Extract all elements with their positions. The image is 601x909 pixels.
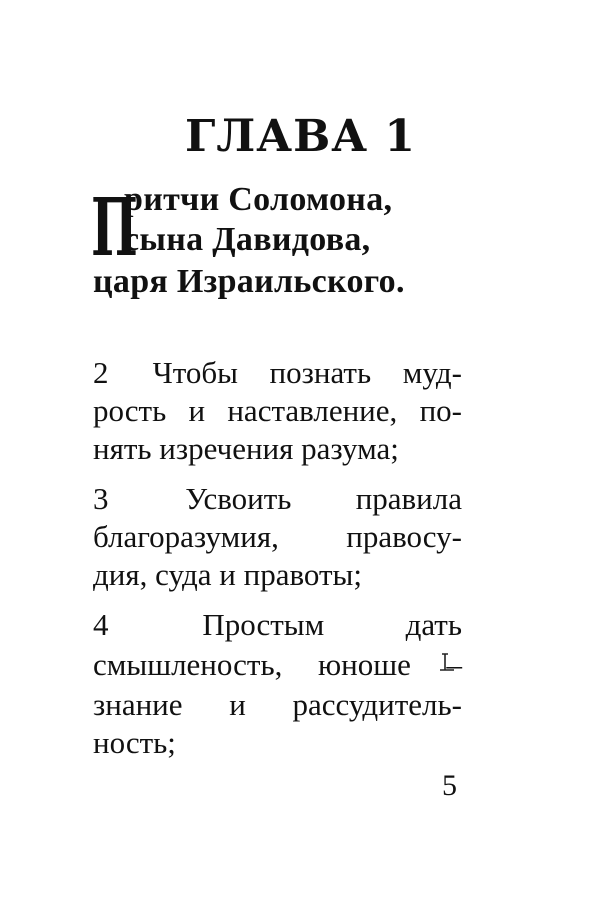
verse-word: нять изречения разума;: [93, 431, 399, 466]
verse-word: и: [229, 687, 246, 722]
verse-2-line-2: [93, 393, 462, 429]
verse-word: Чтобы: [152, 355, 238, 390]
verse-word: познать: [269, 355, 372, 390]
verse-word: смышленость,: [93, 647, 283, 682]
page-number: 5: [442, 769, 457, 802]
verse-word: по-: [419, 393, 462, 428]
intro-line-1: ритчи Соломона,: [124, 181, 393, 218]
verse-3-line-1: [93, 481, 462, 517]
verse-word: муд-: [402, 355, 462, 390]
intro-line-2: сына Давидова,: [124, 221, 371, 258]
verse-word: рассудитель-: [292, 687, 462, 722]
verse-number: 3: [93, 481, 109, 516]
verse-2-line-1: [93, 355, 462, 391]
verse-word: правила: [355, 481, 462, 516]
verse-word: ность;: [93, 725, 176, 760]
verse-3-line-3: [93, 557, 462, 593]
verse-word: дать: [405, 607, 462, 642]
verse-4-line-3: [93, 687, 462, 723]
verse-4-line-4: [93, 725, 462, 761]
verse-number: 4: [93, 607, 109, 642]
verse-4-line-2: [93, 647, 462, 683]
text-cursor-icon: [438, 652, 456, 674]
verse-3-line-2: [93, 519, 462, 555]
verse-word: благоразумия,: [93, 519, 279, 554]
verse-word: Усвоить: [185, 481, 292, 516]
verse-word: –: [446, 647, 462, 682]
verse-word: знание: [93, 687, 183, 722]
verse-2-line-3: [93, 431, 462, 467]
intro-line-3: царя Израильского.: [93, 263, 405, 300]
chapter-title: ГЛАВА 1: [184, 111, 417, 162]
verse-word: рость: [93, 393, 167, 428]
verse-word: наставление,: [227, 393, 398, 428]
verse-word: и: [188, 393, 206, 428]
verse-4-line-1: [93, 607, 462, 643]
verse-word: дия, суда и правоты;: [93, 557, 362, 592]
verse-number: 2: [93, 355, 109, 390]
drop-cap-initial: П: [91, 180, 138, 274]
verse-word: правосу-: [346, 519, 462, 554]
verse-word: Простым: [202, 607, 325, 642]
verse-word: юноше: [317, 647, 411, 682]
